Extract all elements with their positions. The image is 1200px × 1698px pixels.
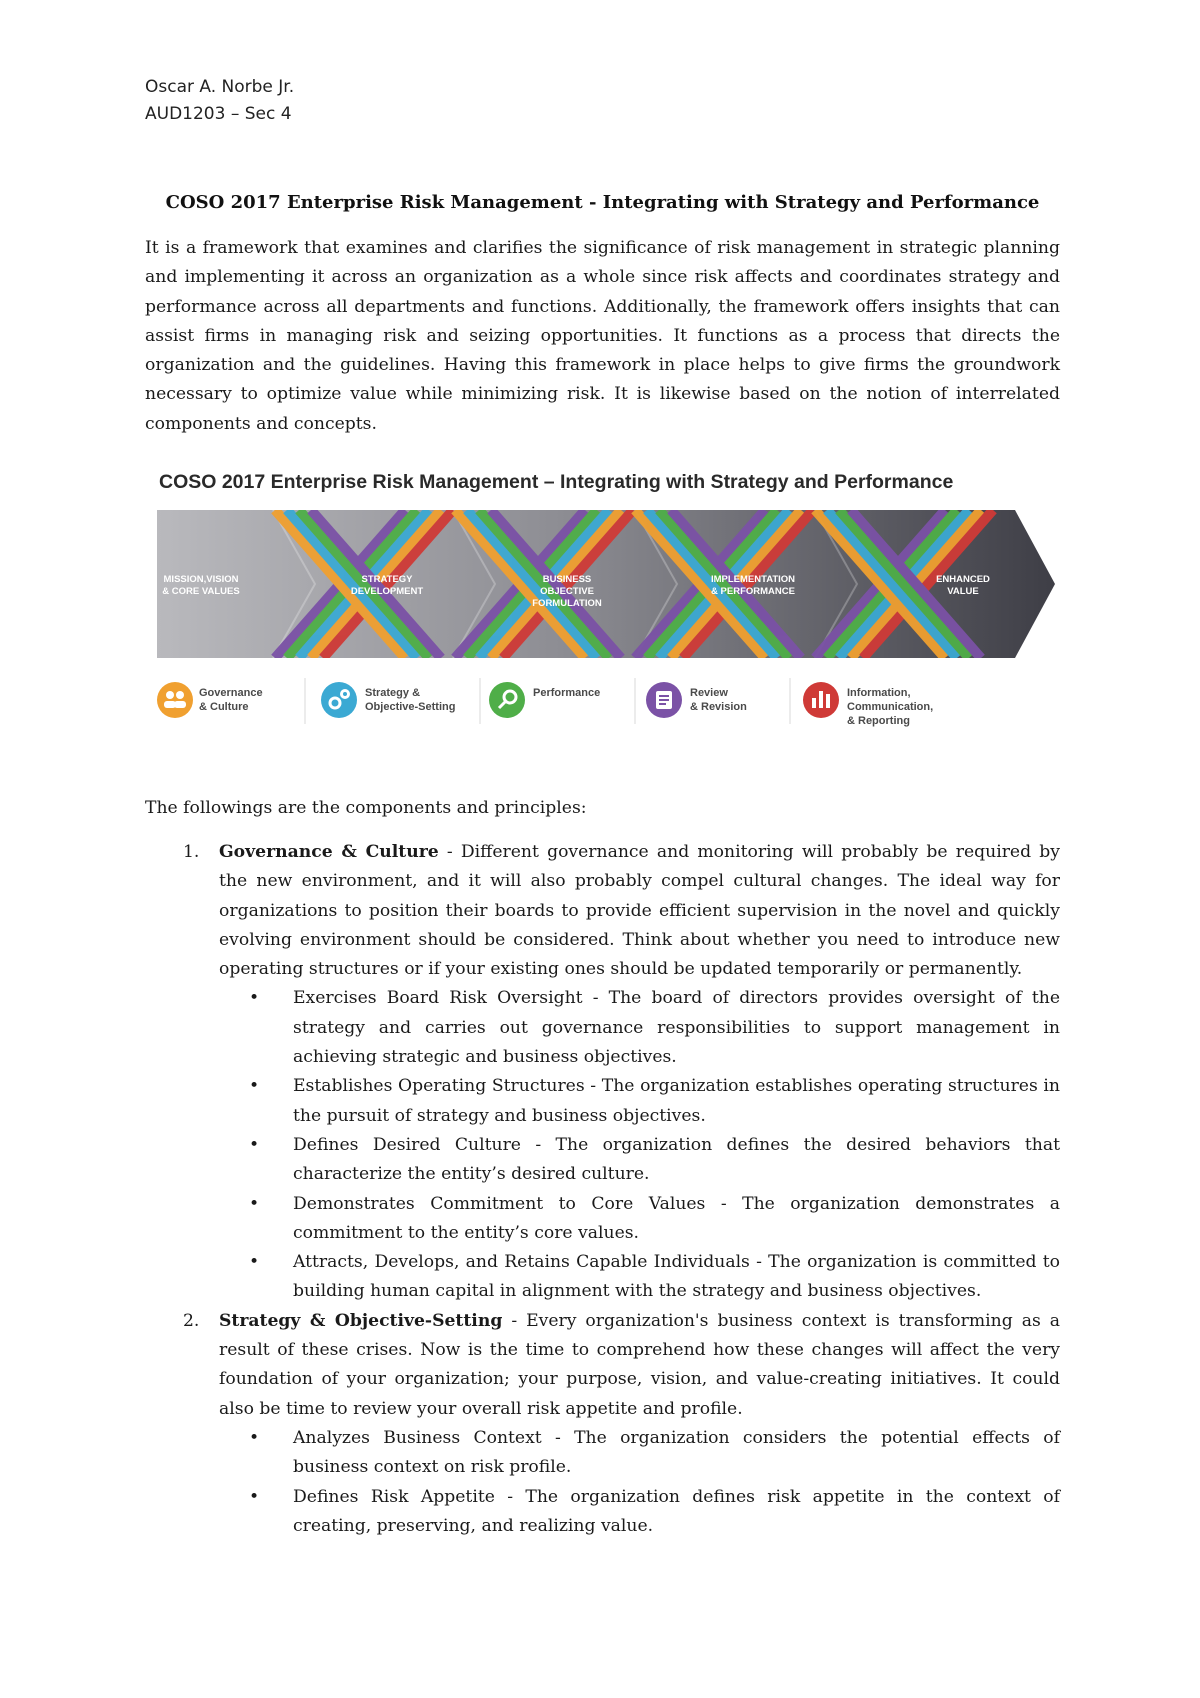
bullet-icon: • bbox=[249, 988, 260, 1009]
svg-text:BUSINESS: BUSINESS bbox=[542, 574, 592, 585]
components-lead: The followings are the components and principles: bbox=[145, 798, 587, 818]
bullet-item bbox=[145, 1424, 1060, 1483]
svg-text:FORMULATION: FORMULATION bbox=[532, 598, 602, 609]
figure-title: COSO 2017 Enterprise Risk Management – Integrating with Strategy and Performance bbox=[159, 471, 954, 493]
document-header bbox=[145, 74, 294, 128]
bullet-icon: • bbox=[249, 1486, 260, 1507]
bullet-text: Analyzes Business Context - The organization considers the potential effects of business context on risk profile. bbox=[293, 1427, 1060, 1478]
component-review bbox=[646, 682, 747, 718]
svg-text:Strategy &: Strategy & bbox=[365, 687, 421, 699]
component-legend bbox=[157, 678, 933, 727]
svg-text:Information,: Information, bbox=[847, 687, 911, 699]
svg-text:VALUE: VALUE bbox=[947, 586, 979, 597]
bullet-icon: • bbox=[249, 1193, 260, 1214]
svg-text:& CORE VALUES: & CORE VALUES bbox=[162, 586, 240, 597]
bullet-text: Exercises Board Risk Oversight - The board of directors provides oversight of the strategy and carries out governance responsibilities to support management in achieving strategic and business objectives. bbox=[293, 988, 1060, 1068]
svg-text:Review: Review bbox=[690, 687, 728, 699]
author-name: Oscar A. Norbe Jr. bbox=[145, 77, 295, 97]
course-section: AUD1203 – Sec 4 bbox=[145, 104, 292, 124]
document-icon bbox=[656, 691, 672, 709]
svg-text:Communication,: Communication, bbox=[847, 701, 934, 713]
components-list bbox=[145, 838, 1060, 1541]
coso-framework-figure bbox=[155, 462, 1060, 772]
bullet-text: Defines Risk Appetite - The organization defines risk appetite in the context of creating, preserving, and realizing value. bbox=[293, 1486, 1060, 1536]
svg-text:MISSION,VISION: MISSION,VISION bbox=[163, 574, 239, 585]
svg-text:Governance: Governance bbox=[199, 687, 263, 699]
stage-label-strategy bbox=[351, 574, 424, 597]
stage-label-mission bbox=[162, 574, 239, 597]
svg-text:ENHANCED: ENHANCED bbox=[936, 574, 990, 585]
item-description: - Different governance and monitoring will probably be required by the new environment, and it will also probably compel cultural changes. The ideal way for organizations to position their boards to provide efficient supervision in the novel and quickly evolving environment should be considered. Think about whether you need to introduce new operating structures or if your existing ones should be updated temporarily or permanently. bbox=[219, 842, 1060, 980]
bullet-item bbox=[145, 984, 1060, 1072]
bullet-item bbox=[145, 1483, 1060, 1542]
bullet-item bbox=[145, 1190, 1060, 1249]
document-title: COSO 2017 Enterprise Risk Management - Integrating with Strategy and Performance bbox=[165, 192, 1040, 213]
svg-text:DEVELOPMENT: DEVELOPMENT bbox=[350, 586, 424, 597]
bullet-text: Establishes Operating Structures - The organization establishes operating structures in the pursuit of strategy and business objectives. bbox=[293, 1076, 1060, 1126]
bullet-icon: • bbox=[249, 1134, 260, 1155]
list-item-governance bbox=[145, 838, 1060, 984]
list-item-strategy bbox=[145, 1307, 1060, 1424]
bullet-text: Demonstrates Commitment to Core Values - The organization demonstrates a commitment to the entity’s core values. bbox=[293, 1193, 1060, 1243]
component-information bbox=[803, 682, 933, 727]
svg-text:& Reporting: & Reporting bbox=[847, 715, 910, 727]
bullet-icon: • bbox=[249, 1427, 260, 1448]
item-number: 1. bbox=[183, 842, 200, 862]
bullet-icon: • bbox=[249, 1252, 260, 1273]
item-title: Governance & Culture bbox=[219, 842, 439, 862]
intro-paragraph: It is a framework that examines and clarifies the significance of risk management in strategic planning and implementing it across an organization as a whole since risk affects and coordinates strategy and performance across all departments and functions. Additionally, the framework offers insights that can assist firms in managing risk and seizing opportunities. It functions as a process that directs the organization and the guidelines. Having this framework in place helps to give firms the groundwork necessary to optimize value while minimizing risk. It is likewise based on the notion of interrelated components and concepts. bbox=[145, 238, 1060, 434]
component-strategy bbox=[321, 682, 455, 718]
component-governance bbox=[157, 682, 263, 718]
component-performance bbox=[489, 682, 600, 718]
svg-text:IMPLEMENTATION: IMPLEMENTATION bbox=[710, 574, 796, 585]
bullet-item bbox=[145, 1072, 1060, 1131]
item-number: 2. bbox=[183, 1310, 200, 1331]
svg-text:Objective-Setting: Objective-Setting bbox=[365, 701, 456, 713]
bullet-icon: • bbox=[249, 1076, 260, 1097]
svg-text:OBJECTIVE: OBJECTIVE bbox=[540, 586, 594, 597]
svg-text:Performance: Performance bbox=[533, 687, 601, 699]
svg-text:& Revision: & Revision bbox=[690, 701, 747, 713]
bullet-item bbox=[145, 1131, 1060, 1190]
bullet-text: Defines Desired Culture - The organization defines the desired behaviors that characterize the entity’s desired culture. bbox=[293, 1134, 1060, 1185]
stage-label-implementation bbox=[711, 574, 795, 597]
svg-text:STRATEGY: STRATEGY bbox=[361, 574, 413, 585]
bullet-item bbox=[145, 1248, 1060, 1307]
item-title: Strategy & Objective-Setting bbox=[219, 1310, 503, 1331]
svg-text:& PERFORMANCE: & PERFORMANCE bbox=[711, 586, 795, 597]
svg-text:& Culture: & Culture bbox=[199, 701, 249, 713]
bullet-text: Attracts, Develops, and Retains Capable Individuals - The organization is committed to building human capital in alignment with the strategy and business objectives. bbox=[293, 1252, 1060, 1302]
item-description: - Every organization's business context is transforming as a result of these crises. Now is the time to comprehend how these changes will affect the very foundation of your organization; your purpose, vision, and value-creating initiatives. It could also be time to review your overall risk appetite and profile. bbox=[219, 1310, 1061, 1419]
